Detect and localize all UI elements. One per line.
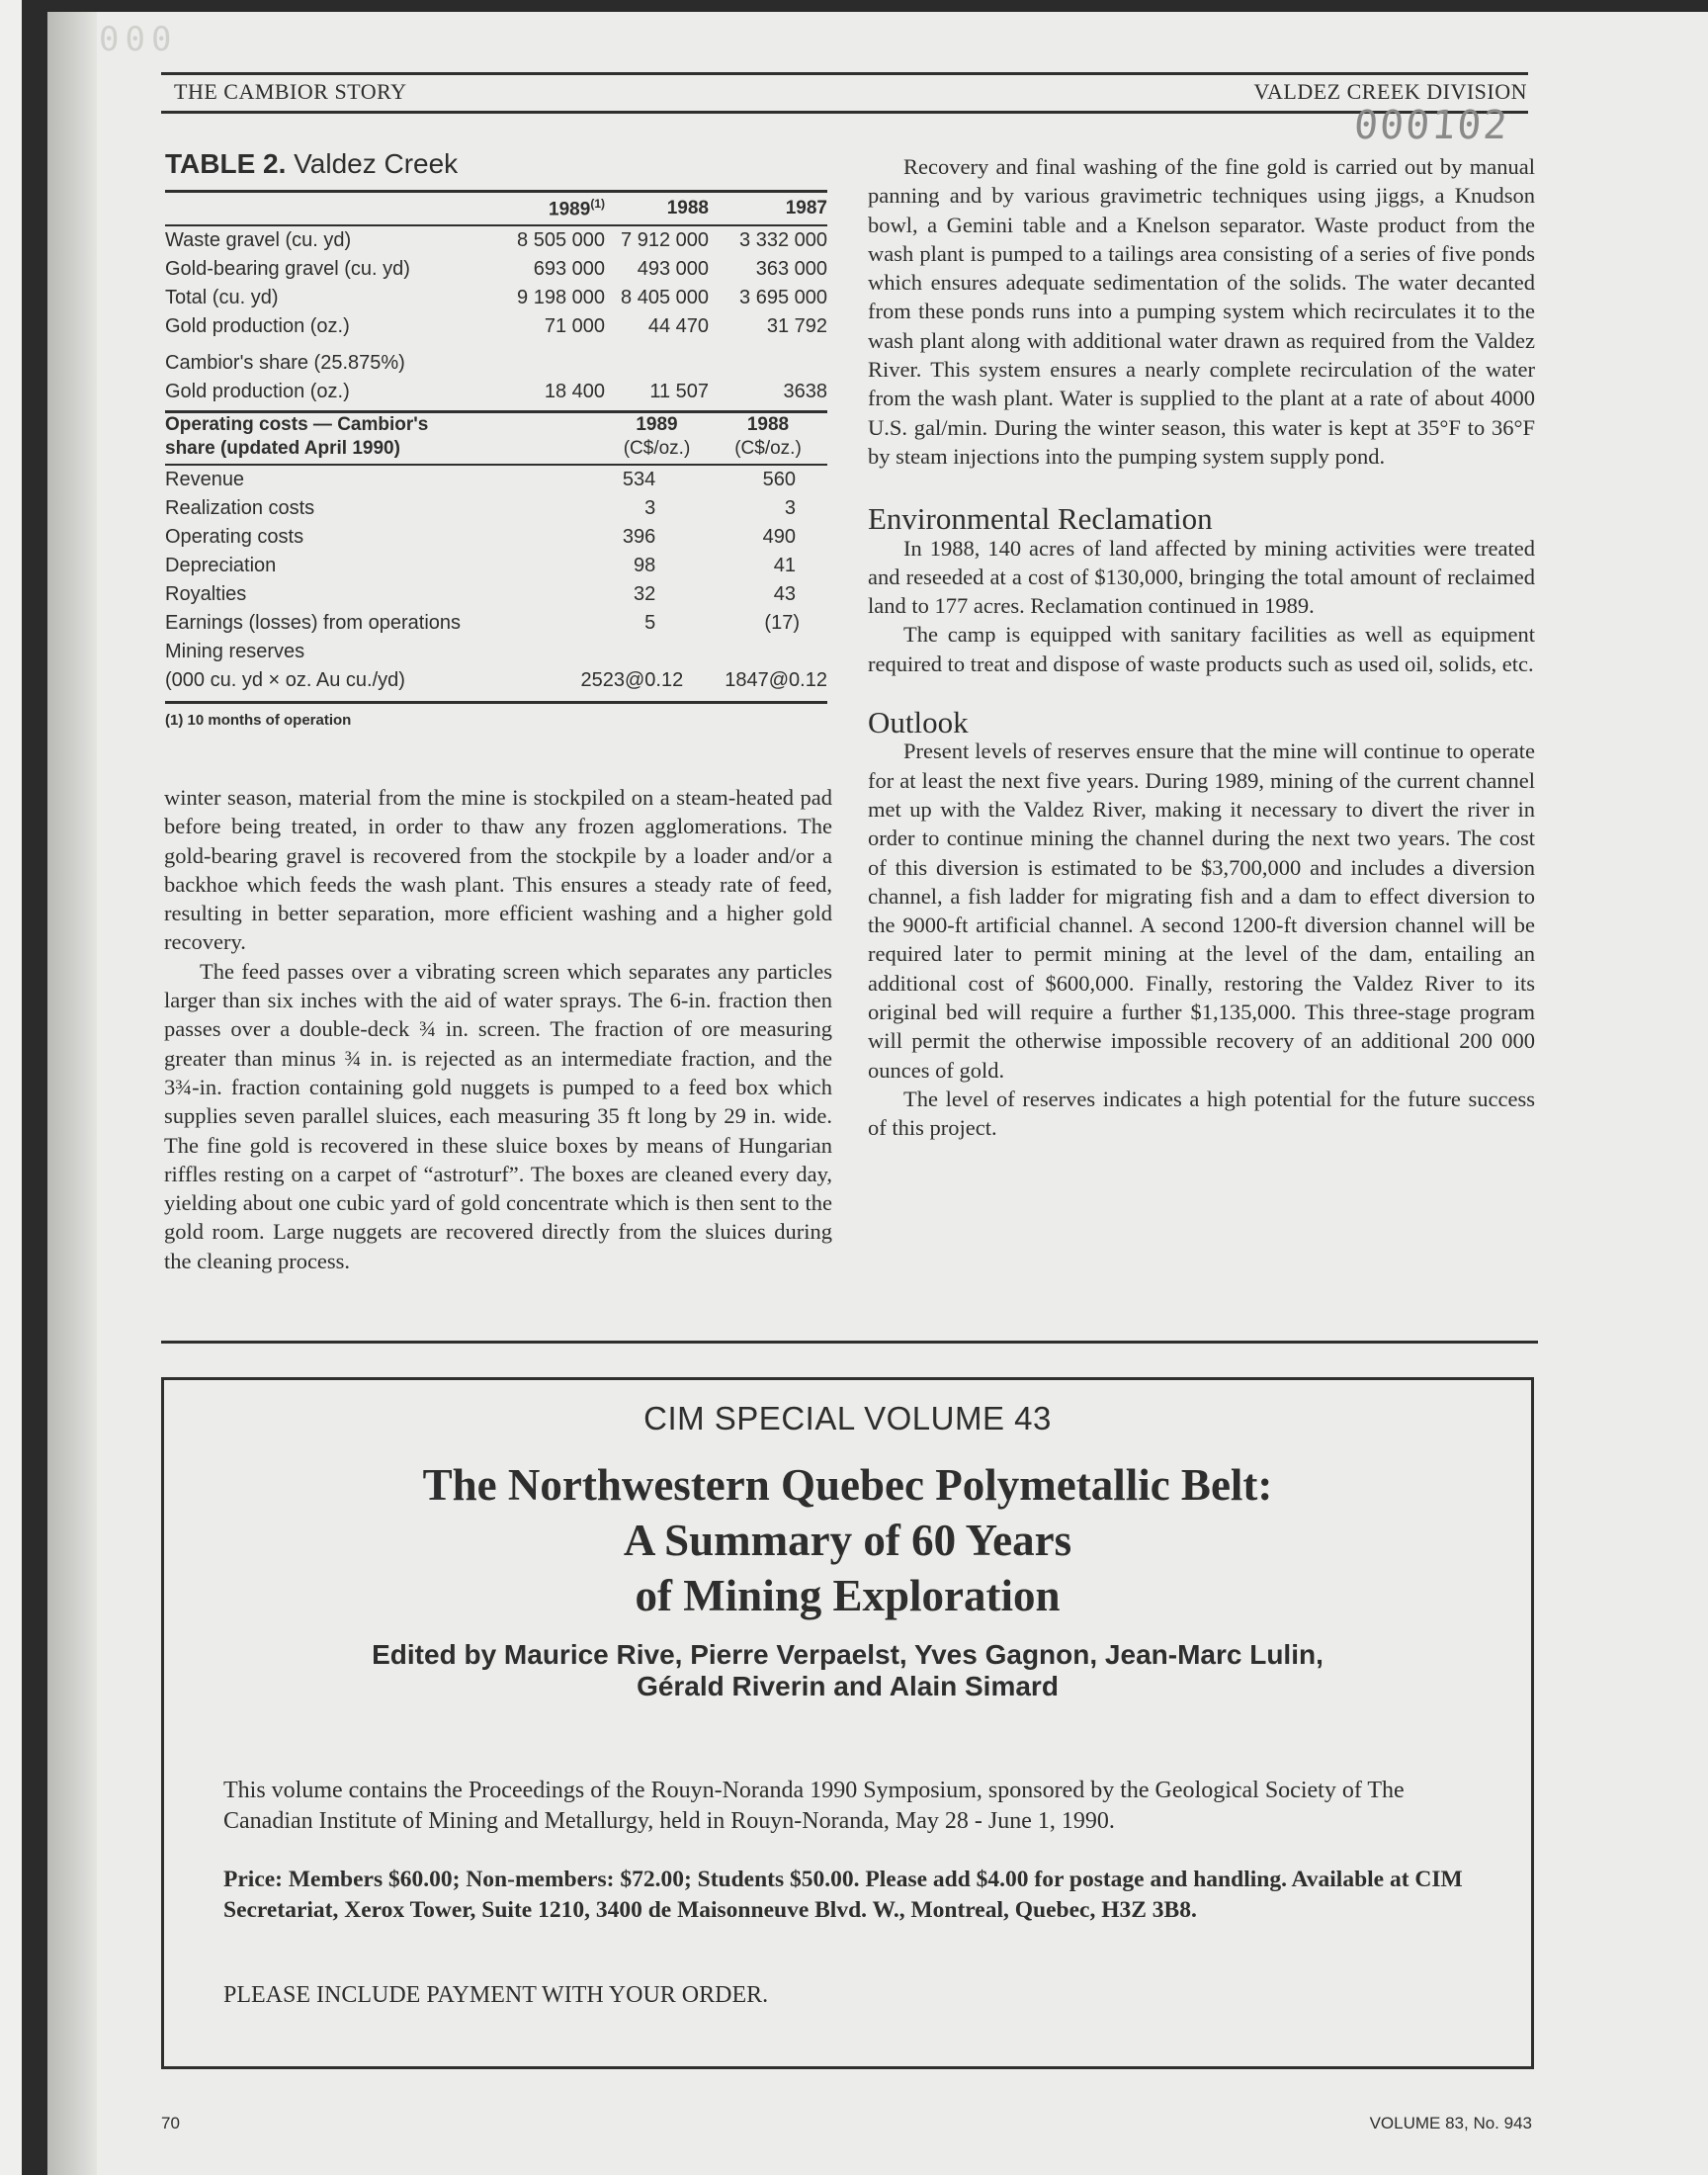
table-name: Valdez Creek bbox=[294, 148, 459, 179]
advert-description: This volume contains the Proceedings of the Rouyn-Noranda 1990 Symposium, sponsored by the Geological Society of The Canadian Institute of Mining and Metallurgy, held in Rouyn-Noranda, May 28 - June 1, 1990. bbox=[223, 1778, 1405, 1834]
table-row bbox=[165, 552, 827, 580]
editors-line: Gérald Riverin and Alain Simard bbox=[637, 1671, 1059, 1701]
table-row bbox=[165, 312, 827, 341]
table-title bbox=[165, 148, 827, 180]
cell: 534 bbox=[622, 469, 656, 490]
table-footnote: (1) 10 months of operation bbox=[165, 712, 352, 729]
volume-info: VOLUME 83, No. 943 bbox=[1369, 2114, 1532, 2132]
column-header: 1988 bbox=[666, 198, 709, 218]
table-header-row bbox=[165, 193, 827, 224]
table-row bbox=[165, 494, 827, 523]
operating-costs-body bbox=[165, 466, 827, 695]
table-row bbox=[165, 226, 827, 255]
cell: 490 bbox=[762, 526, 796, 548]
advert-series: CIM SPECIAL VOLUME 43 bbox=[643, 1400, 1052, 1436]
faded-stamp: 000 bbox=[99, 20, 178, 59]
paragraph: Recovery and final washing of the fine gold is carried out by manual panning and by various gravimetric techniques using jiggs, a Knudson bowl, a Gemini table and a Knelson separator. Waste product from the wash plant is pumped to a tailings area consisting of a series of five ponds which ensures adequate sedimentation of the solids. The water decanted from these ponds runs into a pumping system which recirculates it to the wash plant along with additional water drawn as required from the Valdez River. This system ensures a nearly complete recirculation of the water from the wash plant. Water is supplied to the plant at a rate of about 4000 U.S. gal/min. During the winter season, this water is kept at 35°F to 36°F by steam injections into the pumping system supply pond. bbox=[868, 154, 1535, 469]
cell: 693 000 bbox=[533, 258, 605, 280]
paragraph: The feed passes over a vibrating screen which separates any particles larger than six inches with the aid of water sprays. The 6-in. fraction then passes over a double-deck ¾ in. screen. The fraction of ore measuring greater than minus ¾ in. is rejected as an intermediate fraction, and the 3¾-in. fraction containing gold nuggets is pumped to a feed box which supplies seven parallel sluices, each measuring 35 ft long by 29 in. wide. The fine gold is recovered in these sluice boxes by means of Hungarian riffles resting on a carpet of “astroturf”. The boxes are cleaned every day, yielding about one cubic yard of gold concentrate which is then sent to the gold room. Large nuggets are recovered directly from the sluices during the cleaning process. bbox=[164, 958, 832, 1273]
advert-price: Price: Members $60.00; Non-members: $72.00; Students $50.00. Please add $4.00 for postage and handling. Available at CIM Secretariat, Xerox Tower, Suite 1210, 3400 de Maisonneuve Blvd. W., Montreal, Quebec, H3Z 3B8. bbox=[223, 1867, 1463, 1923]
cell: 32 bbox=[633, 583, 656, 605]
row-label: Realization costs bbox=[165, 497, 315, 519]
cell: 2523@0.12 bbox=[580, 669, 684, 691]
row-label: Operating costs bbox=[165, 526, 304, 548]
table-row bbox=[165, 638, 827, 666]
cell: 3 695 000 bbox=[739, 287, 827, 308]
cell: 3638 bbox=[783, 381, 827, 402]
scan-margin bbox=[0, 0, 22, 2175]
row-label: Gold production (oz.) bbox=[165, 381, 350, 402]
table-row bbox=[165, 349, 827, 378]
header-rule-top bbox=[161, 72, 1528, 75]
table-rule bbox=[165, 701, 827, 704]
column-header: 1987 bbox=[785, 198, 827, 218]
cell: 3 332 000 bbox=[739, 229, 827, 251]
column-unit: (C$/oz.) bbox=[734, 438, 802, 459]
advert-box bbox=[161, 1377, 1534, 2069]
cell: 71 000 bbox=[544, 315, 605, 337]
cell: 3 bbox=[644, 497, 656, 519]
column-header: 1989 bbox=[636, 414, 678, 435]
section-heading-outlook: Outlook bbox=[868, 705, 969, 740]
paragraph: Present levels of reserves ensure that the mine will continue to operate for at least the next five years. During 1989, mining of the current channel met up with the Valdez River, making it necessary to divert the river in order to continue mining the channel during the next two years. The cost of this diversion is estimated to be $3,700,000 and includes a diversion channel, a fish ladder for migrating fish and a dam to effect diversion to the 9000-ft artificial channel. A second 1200-ft diversion channel will be required later to permit mining at the level of the dam, entailing an additional cost of $600,000. Finally, restoring the Valdez River to its original bed will require a further $1,135,000. This three-stage program will permit the otherwise impossible recovery of an additional 200 000 ounces of gold. bbox=[868, 739, 1535, 1083]
operating-costs-table bbox=[165, 413, 827, 461]
cell: 18 400 bbox=[544, 381, 605, 402]
archive-stamp: 000102 bbox=[1352, 103, 1511, 148]
cell: 3 bbox=[784, 497, 796, 519]
cell: 8 505 000 bbox=[517, 229, 605, 251]
cell: 8 405 000 bbox=[621, 287, 709, 308]
paragraph: In 1988, 140 acres of land affected by mining activities were treated and reseeded at a cost of $130,000, bringing the total amount of reclaimed land to 177 acres. Reclamation continued in 1989. bbox=[868, 535, 1535, 619]
scan-edge-shadow bbox=[22, 0, 47, 2175]
table-row bbox=[165, 523, 827, 552]
row-label: Total (cu. yd) bbox=[165, 287, 279, 308]
advert-title-line: A Summary of 60 Years bbox=[623, 1516, 1072, 1565]
cell: 493 000 bbox=[637, 258, 709, 280]
data-table-block bbox=[165, 148, 827, 729]
paragraph: The level of reserves indicates a high potential for the future success of this project. bbox=[868, 1086, 1535, 1141]
table-row bbox=[165, 255, 827, 284]
row-label: Depreciation bbox=[165, 555, 277, 576]
section-divider bbox=[161, 1341, 1538, 1344]
left-column-text bbox=[164, 783, 832, 1275]
table-row bbox=[165, 666, 827, 695]
column-header: 1988 bbox=[746, 414, 790, 435]
scan-top-edge bbox=[22, 0, 1708, 12]
table-row bbox=[165, 466, 827, 494]
cell: 363 000 bbox=[755, 258, 827, 280]
binding-shadow bbox=[47, 12, 97, 2175]
row-label: (000 cu. yd × oz. Au cu./yd) bbox=[165, 669, 405, 691]
column-unit: (C$/oz.) bbox=[623, 438, 691, 459]
paragraph: winter season, material from the mine is stockpiled on a steam-heated pad before being treated, in order to thaw any frozen agglomerations. The gold-bearing gravel is recovered from the stockpile by a loader and/or a backhoe which feeds the wash plant. This ensures a steady rate of feed, resulting in better separation, more efficient washing and a higher gold recovery. bbox=[164, 785, 832, 955]
running-head-right: VALDEZ CREEK DIVISION bbox=[1253, 79, 1527, 104]
paragraph: The camp is equipped with sanitary facilities as well as equipment required to treat and dispose of waste products such as used oil, solids, etc. bbox=[868, 622, 1535, 676]
advert-title-line: The Northwestern Quebec Polymetallic Belt: bbox=[422, 1460, 1273, 1510]
column-header: 1989$^{(1)}$ bbox=[549, 196, 605, 220]
row-label: Royalties bbox=[165, 583, 247, 605]
cell: 7 912 000 bbox=[621, 229, 709, 251]
table-row bbox=[165, 580, 827, 609]
header-rule-bottom bbox=[161, 111, 1528, 114]
table-row bbox=[165, 378, 827, 406]
cell: 31 792 bbox=[766, 315, 827, 337]
production-table-body bbox=[165, 226, 827, 406]
advert-title-line: of Mining Exploration bbox=[635, 1571, 1061, 1620]
advert-title bbox=[164, 1457, 1531, 1623]
production-table bbox=[165, 193, 827, 224]
op-header-row bbox=[165, 413, 827, 437]
table-row bbox=[165, 284, 827, 312]
cell: 11 507 bbox=[649, 381, 709, 402]
cell: 41 bbox=[773, 555, 796, 576]
cell: 1847@0.12 bbox=[725, 669, 827, 691]
row-label: Gold-bearing gravel (cu. yd) bbox=[165, 258, 410, 280]
table-row bbox=[165, 609, 827, 638]
row-label: Revenue bbox=[165, 469, 245, 490]
section-heading-reclamation: Environmental Reclamation bbox=[868, 501, 1213, 537]
row-label: Mining reserves bbox=[165, 641, 305, 662]
cell: 560 bbox=[762, 469, 796, 490]
page-number: 70 bbox=[161, 2114, 180, 2132]
right-column-text bbox=[868, 152, 1535, 1143]
row-label: Gold production (oz.) bbox=[165, 315, 350, 337]
op-header-label: Operating costs — Cambior's bbox=[165, 414, 429, 435]
advert-editors bbox=[164, 1639, 1531, 1702]
op-header-label: share (updated April 1990) bbox=[165, 438, 400, 459]
row-label: Cambior's share (25.875%) bbox=[165, 352, 405, 374]
running-head-left: THE CAMBIOR STORY bbox=[174, 79, 407, 104]
cell: 44 470 bbox=[647, 315, 709, 337]
cell: (17) bbox=[764, 612, 800, 634]
cell: 43 bbox=[773, 583, 796, 605]
cell: 9 198 000 bbox=[517, 287, 605, 308]
op-header-row bbox=[165, 437, 827, 461]
table-label: TABLE 2. bbox=[165, 148, 287, 179]
row-label: Earnings (losses) from operations bbox=[165, 612, 462, 634]
cell: 5 bbox=[644, 612, 656, 634]
cell: 396 bbox=[622, 526, 656, 548]
cell: 98 bbox=[633, 555, 656, 576]
row-label: Waste gravel (cu. yd) bbox=[165, 229, 352, 251]
editors-line: Edited by Maurice Rive, Pierre Verpaelst, Yves Gagnon, Jean-Marc Lulin, bbox=[372, 1639, 1324, 1670]
advert-order-note: PLEASE INCLUDE PAYMENT WITH YOUR ORDER. bbox=[223, 1982, 769, 2008]
